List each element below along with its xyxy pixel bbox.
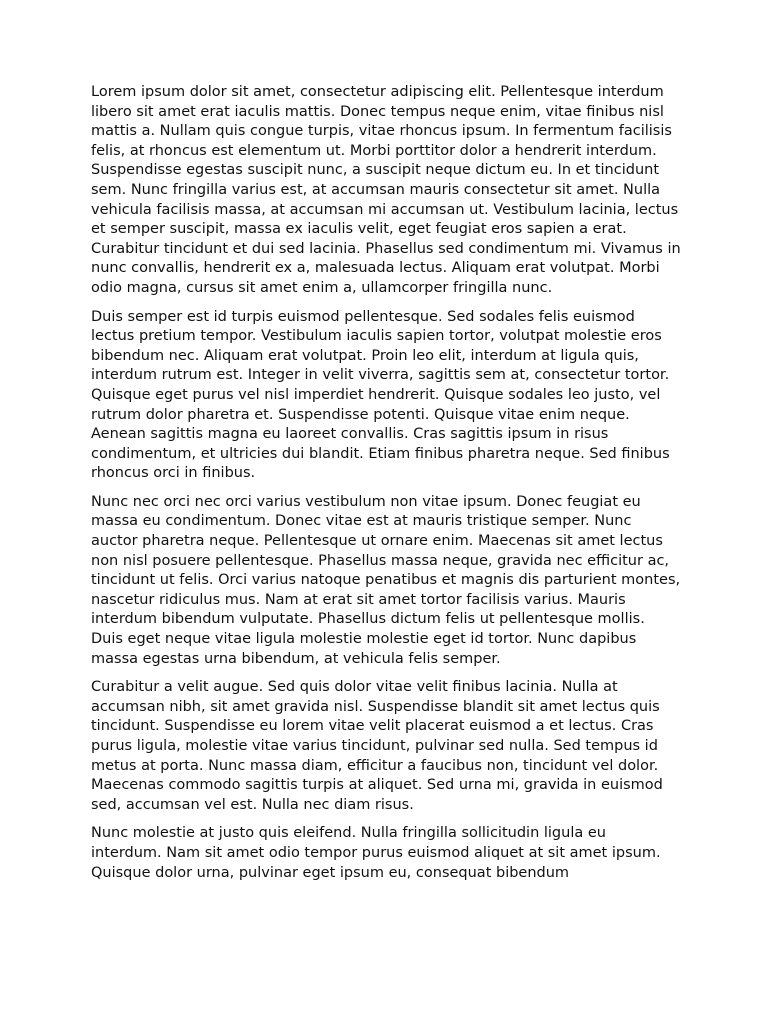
document-page: [91, 83, 681, 892]
paragraph-3: Nunc nec orci nec orci varius vestibulum non vitae ipsum. Donec feugiat eu massa eu condimentum. Donec vitae est at mauris tristique semper. Nunc auctor pharetra neque. Pellentesque ut ornare enim. Maecenas sit amet lectus non nisl posuere pellentesque. Phasellus massa neque, gravida nec efficitur ac, tincidunt ut felis. Orci varius natoque penatibus et magnis dis parturient montes, nascetur ridiculus mus. Nam at erat sit amet tortor facilisis varius. Mauris interdum bibendum vulputate. Phasellus dictum felis ut pellentesque mollis. Duis eget neque vitae ligula molestie molestie eget id tortor. Nunc dapibus massa egestas urna bibendum, at vehicula felis semper.: [91, 493, 681, 667]
paragraph-2: Duis semper est id turpis euismod pellentesque. Sed sodales felis euismod lectus pretium tempor. Vestibulum iaculis sapien tortor, volutpat molestie eros bibendum nec. Aliquam erat volutpat. Proin leo elit, interdum at ligula quis, interdum rutrum est. Integer in velit viverra, sagittis sem at, consectetur tortor. Quisque eget purus vel nisl imperdiet hendrerit. Quisque sodales leo justo, vel rutrum dolor pharetra et. Suspendisse potenti. Quisque vitae enim neque. Aenean sagittis magna eu laoreet convallis. Cras sagittis ipsum in risus condimentum, et ultricies dui blandit. Etiam finibus pharetra neque. Sed finibus rhoncus orci in finibus.: [91, 308, 670, 482]
paragraph-1: Lorem ipsum dolor sit amet, consectetur adipiscing elit. Pellentesque interdum libero sit amet erat iaculis mattis. Donec tempus neque enim, vitae finibus nisl mattis a. Nullam quis congue turpis, vitae rhoncus ipsum. In fermentum facilisis felis, at rhoncus est elementum ut. Morbi porttitor dolor a hendrerit interdum. Suspendisse egestas suscipit nunc, a suscipit neque dictum eu. In et tincidunt sem. Nunc fringilla varius est, at accumsan mauris consectetur sit amet. Nulla vehicula facilisis massa, at accumsan mi accumsan ut. Vestibulum lacinia, lectus et semper suscipit, massa ex iaculis velit, eget feugiat eros sapien a erat. Curabitur tincidunt et dui sed lacinia. Phasellus sed condimentum mi. Vivamus in nunc convallis, hendrerit ex a, malesuada lectus. Aliquam erat volutpat. Morbi odio magna, cursus sit amet enim a, ullamcorper fringilla nunc.: [91, 84, 681, 296]
paragraph-4: Curabitur a velit augue. Sed quis dolor vitae velit finibus lacinia. Nulla at accumsan nibh, sit amet gravida nisl. Suspendisse blandit sit amet lectus quis tincidunt. Suspendisse eu lorem vitae velit placerat euismod a et lectus. Cras purus ligula, molestie vitae varius tincidunt, pulvinar sed nulla. Sed tempus id metus at porta. Nunc massa diam, efficitur a faucibus non, tincidunt vel dolor. Maecenas commodo sagittis turpis at aliquet. Sed urna mi, gravida in euismod sed, accumsan vel est. Nulla nec diam risus.: [91, 679, 663, 813]
paragraph-5: Nunc molestie at justo quis eleifend. Nulla fringilla sollicitudin ligula eu interdum. Nam sit amet odio tempor purus euismod aliquet at sit amet ipsum. Quisque dolor urna, pulvinar eget ipsum eu, consequat bibendum: [91, 825, 661, 881]
